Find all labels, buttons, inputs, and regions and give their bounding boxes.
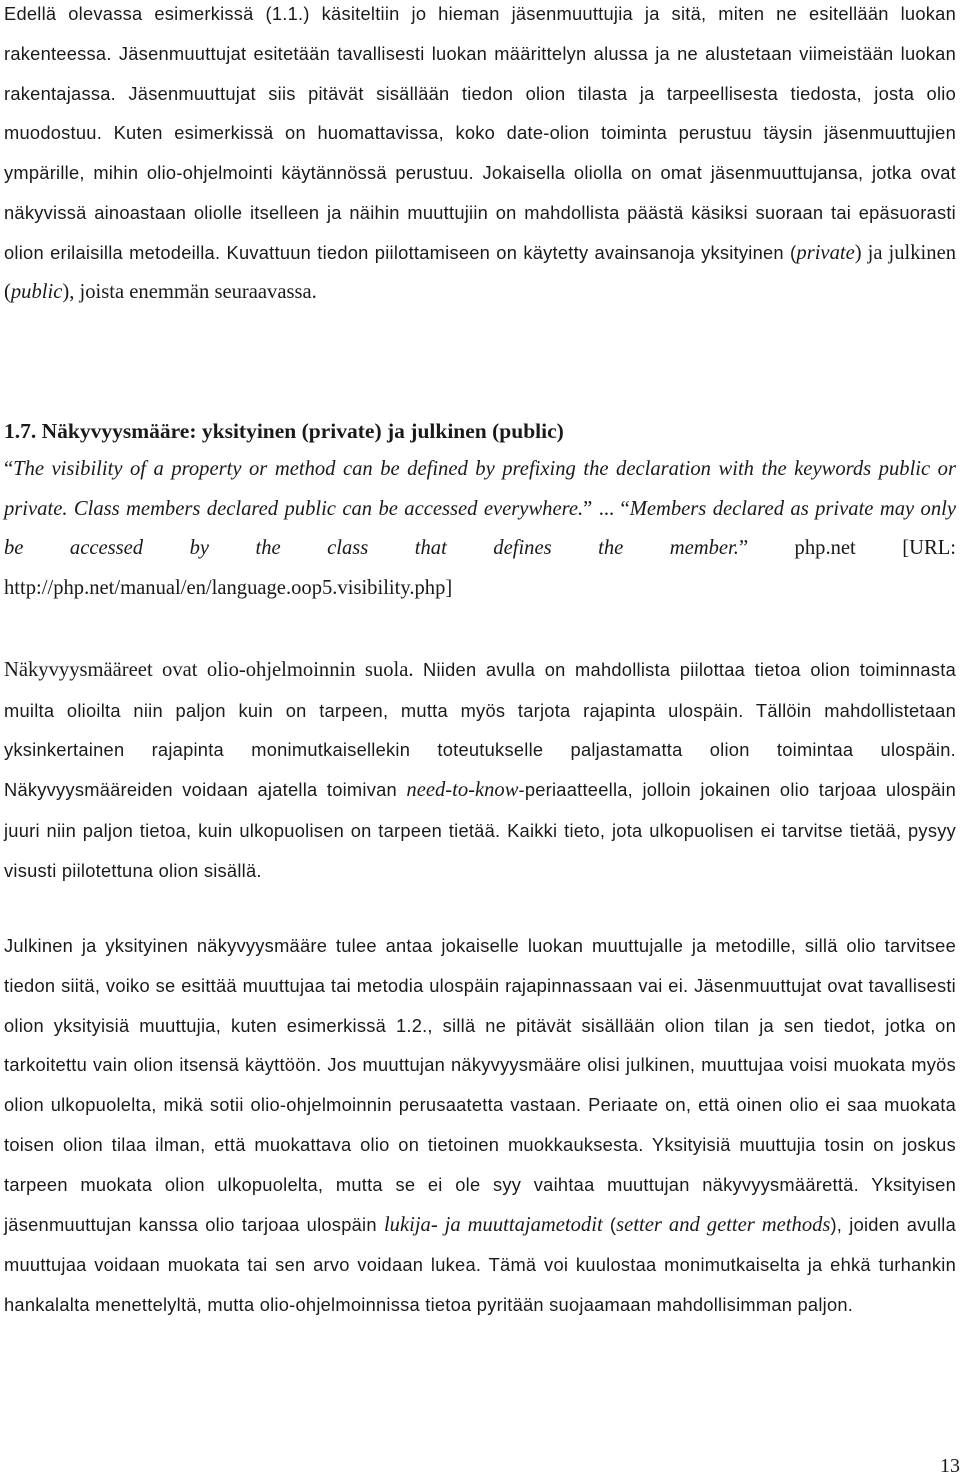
quote-close-mark-2: ” xyxy=(738,537,749,560)
para3-text-b: ( xyxy=(602,1213,617,1235)
para2-sentence-c: Näkyvyysmääreiden voidaan ajatella toimivan xyxy=(4,779,407,801)
section-heading xyxy=(4,411,564,451)
section-title: Näkyvyysmääre: yksityinen (private) ja julkinen (public) xyxy=(41,419,564,443)
intro-sentence-2: Kuten esimerkissä on huomattavissa, koko date-olion toiminta perustuu täysin jäsenmuuttujien ympärille, mihin olio-ohjelmointi käytännössä perustuu. xyxy=(4,122,956,184)
quote-text-2: Members declared as private may only be accessed by the class that defines the member. xyxy=(4,497,956,560)
intro-sentence-1: Edellä olevassa esimerkissä (1.1.) käsiteltiin jo hieman jäsenmuuttujia ja sitä, miten ne esitellään luokan rakenteessa. Jäsenmuuttujat esitetään tavallisesti luokan määrittelyn alussa ja ne alustetaan viimeistään luokan rakentajassa. Jäsenmuuttujat siis pitävät sisällään tiedon olion tilasta ja tarpeellisesta tiedosta, josta olio muodostuu. xyxy=(4,3,956,144)
intro-sentence-3c: ), joista enemmän seuraavassa. xyxy=(62,281,317,304)
keyword-private: private xyxy=(796,241,855,264)
visibility-paragraph xyxy=(4,650,956,890)
para3-text-c: ), joiden avulla muuttujaa voidaan muokata tai sen arvo voidaan lukea. Tämä voi kuulostaa monimutkaiselta ja ehkä turhankin hankalalta menettelyltä, mutta olio-ohjelmoinnissa tietoa pyritään suojaamaan mahdollisimman paljon. xyxy=(4,1213,956,1315)
public-private-paragraph xyxy=(4,926,956,1325)
quote-open-mark-2: “ xyxy=(620,497,630,520)
para2-sentence-a: Näkyvyysmääreet ovat olio-ohjelmoinnin suola. xyxy=(4,659,414,681)
quote-ellipsis: ... xyxy=(592,497,621,520)
section-number: 1.7. xyxy=(4,419,37,443)
keyword-public: public xyxy=(10,281,63,304)
intro-sentence-3a: Jokaisella oliolla on omat jäsenmuuttujansa, jotka ovat näkyvissä ainoastaan oliolle itselleen ja näihin muuttujiin on mahdollista päästä käsiksi suoraan tai epäsuorasti olion erilaisilla metodeilla. Kuvattuun tiedon piilottamiseen on käytetty avainsanoja yksityinen ( xyxy=(4,162,956,263)
para3-text-a: Julkinen ja yksityinen näkyvyysmääre tulee antaa jokaiselle luokan muuttujalle ja metodille, sillä olio tarvitsee tiedon siitä, voiko se esittää muuttujaa tai metodia ulospäin rajapinnassaan vai ei. Jäsenmuuttujat ovat tavallisesti olion yksityisiä muuttujia, kuten esimerkissä 1.2., sillä ne pitävät sisällään olion tilan ja sen tiedot, jotka on tarkoitettu vain olion itsensä käyttöön. Jos muuttujan näkyvyysmääre olisi julkinen, muuttujaa voisi muokata myös olion ulkopuolelta, mikä sotii olio-ohjelmoinnin perusaatetta vastaan. Periaate on, että oinen olio ei saa muokata toisen olion tilaa ilman, että muokattava olio on tietoinen muokkauksesta. Yksityisiä muuttujia tosin on joskus tarpeen muokata olion ulkopuolelta, mutta se ei ole syy vaihtaa muuttujan näkyvyysmäärettä. Yksityisen jäsenmuuttujan kanssa olio tarjoaa ulospäin xyxy=(4,935,956,1235)
quote-text-1: The visibility of a property or method can be defined by prefixing the declaration with the keywords public or private. Class members declared public can be accessed everywhere. xyxy=(4,458,956,520)
quote-block xyxy=(4,450,956,608)
para2-sentence-e: Kaikki tieto, jota ulkopuolisen ei tarvitse tietää, pysyy visusti piilotettuna olion sisällä. xyxy=(4,819,956,881)
quote-source: php.net [URL: http://php.net/manual/en/language.oop5.visibility.php] xyxy=(4,537,956,599)
intro-sentence-3b: ) ja julkinen ( xyxy=(4,241,957,304)
para2-sentence-b: Niiden avulla on mahdollista piilottaa tietoa olion toiminnasta muilta olioilta niin paljon kuin on tarpeen, mutta myös tarjota rajapinta ulospäin. Tällöin mahdollistetaan yksinkertainen rajapinta monimutkaisellekin toteutukselle paljastamatta olion toimintaa ulospäin. xyxy=(4,659,956,761)
quote-close-mark: ” xyxy=(583,497,593,520)
page-number: 13 xyxy=(940,1455,960,1477)
need-to-know-term: need-to-know xyxy=(406,779,519,802)
intro-paragraph xyxy=(4,0,956,313)
setter-getter-term: setter and getter methods xyxy=(616,1213,831,1236)
accessor-methods-term: lukija- ja muuttajametodit xyxy=(383,1213,603,1236)
quote-open-mark: “ xyxy=(4,458,14,480)
para2-sentence-d: -periaatteella, jolloin jokainen olio tarjoaa ulospäin juuri niin paljon tietoa, kuin ulkopuolisen on tarpeen tietää. xyxy=(4,779,956,841)
